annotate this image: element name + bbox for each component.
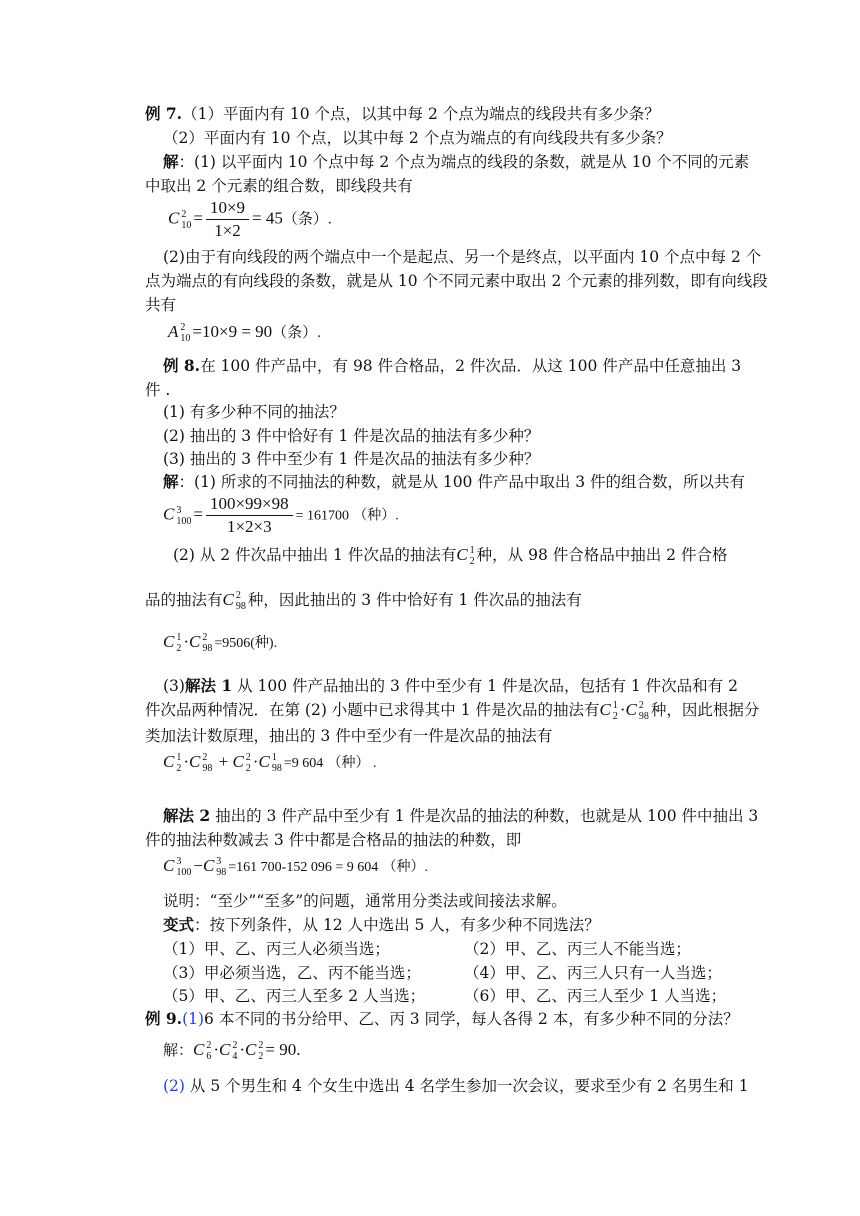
ex7-solution-1-line-1: 解：(1) 以平面内 10 个点中每 2 个点为端点的线段的条数，就是从 10 个不同的元素 <box>163 152 750 171</box>
ex8-solution-3-line-3: 类加法计数原理，抽出的 3 件中至少有一件是次品的抽法有 <box>145 727 553 745</box>
ex8-solution-3-line-1: (3)解法 1 从 100 件产品抽出的 3 件中至少有 1 件是次品，包括有 1 件次品和有 2 <box>163 676 738 695</box>
variant-row-3 <box>163 986 727 1006</box>
ex8-note: 说明：“至少”“至多”的问题，通常用分类法或间接法求解。 <box>163 892 567 910</box>
variant-item: （4）甲、乙、丙三人只有一人当选； <box>464 964 722 982</box>
ex8-formula-at-least-one: C 1 2 ·C 2 98 + C 2 2 ·C 1 98 =9 604 （种） . <box>163 752 377 775</box>
ex8-solution-2-line-1: (2) 从 2 件次品中抽出 1 件次品的抽法有C 1 2 种，从 98 件合格品中抽出 2 件合格 <box>173 545 728 567</box>
ex7-formula-permutation: A 2 10 =10×9 = 90（条）. <box>168 322 321 345</box>
ex8-question-2: (2) 抽出的 3 件中恰好有 1 件是次品的抽法有多少种？ <box>163 427 540 445</box>
variant-item: （6）甲、乙、丙三人至少 1 人当选； <box>464 987 727 1005</box>
ex9-problem-2: (2) 从 5 个男生和 4 个女生中选出 4 名学生参加一次会议，要求至少有 2 名男生和 1 <box>163 1077 749 1095</box>
ex8-formula-exactly-one: C 1 2 ·C 2 98 =9506(种). <box>163 632 278 655</box>
ex7-formula-combination: C 2 10 = $\frac{10\times 9}{1\times 2}$ = 45（条）. <box>168 198 332 240</box>
variant-row-2 <box>163 963 722 983</box>
ex8-alt-solution-line-1: 解法 2 抽出的 3 件产品中至少有 1 件是次品的抽法的种数，也就是从 100 件中抽出 3 <box>163 806 759 825</box>
ex7-question-2: （2）平面内有 10 个点，以其中每 2 个点为端点的有向线段共有多少条？ <box>163 129 672 147</box>
ex8-question-1: (1) 有多少种不同的抽法？ <box>163 403 345 421</box>
ex8-formula-indirect: C 3 100 −C 3 98 =161 700-152 096 = 9 604 （种）. <box>163 856 428 879</box>
ex8-solution-3-line-2: 件次品两种情况．在第 (2) 小题中已求得其中 1 件是次品的抽法有C 1 2 ·C 2 98 种，因此根据分 <box>145 700 760 722</box>
ex9-solution-1: 解：C 2 6 ·C 2 4 ·C 2 2 = 90. <box>163 1040 301 1063</box>
variant-item: （3）甲必须当选，乙、丙不能当选； <box>163 964 421 982</box>
ex8-intro-line-2: 件 . <box>145 381 171 399</box>
ex7-solution-2-line-3: 共有 <box>145 296 177 314</box>
ex9-label: 例 9. <box>145 1009 183 1028</box>
ex7-solution-2-line-2: 点为端点的有向线段的条数，就是从 10 个不同元素中取出 2 个元素的排列数，即有向线段 <box>145 272 768 290</box>
variant-heading: 变式：按下列条件，从 12 人中选出 5 人，有多少种不同选法？ <box>163 915 600 934</box>
ex8-question-3: (3) 抽出的 3 件中至少有 1 件是次品的抽法有多少种？ <box>163 450 540 468</box>
ex9-problem-1: 例 9.(1)6 本不同的书分给甲、乙、丙 3 同学，每人各得 2 本，有多少种不同的分法？ <box>145 1009 739 1028</box>
ex8-label: 例 8. <box>163 356 201 375</box>
ex7-solution-1-line-2: 中取出 2 个元素的组合数，即线段共有 <box>145 177 413 195</box>
variant-item: （5）甲、乙、丙三人至多 2 人当选； <box>163 987 426 1005</box>
ex8-solution-1: 解：(1) 所求的不同抽法的种数，就是从 100 件产品中取出 3 件的组合数，所以共有 <box>163 472 746 491</box>
ex7-label: 例 7. <box>145 104 183 123</box>
ex7-solution-2-line-1: (2)由于有向线段的两个端点中一个是起点、另一个是终点，以平面内 10 个点中每 2 个 <box>163 248 762 266</box>
ex8-solution-2-line-2: 品的抽法有C 2 98 种，因此抽出的 3 件中恰好有 1 件次品的抽法有 <box>145 590 582 612</box>
variant-row-1 <box>163 939 691 959</box>
ex8-intro-line-1: 例 8.在 100 件产品中，有 98 件合格品，2 件次品．从这 100 件产品中任意抽出 3 <box>163 356 742 375</box>
ex8-alt-solution-line-2: 件的抽法种数减去 3 件中都是合格品的抽法的种数，即 <box>145 831 522 849</box>
variant-item: （2）甲、乙、丙三人不能当选； <box>464 940 691 958</box>
ex8-formula-combination: C 3 100 = $\frac{100\times 99\times 98}{1\times 2\times 3}$ = 161700 （种）. <box>163 494 399 536</box>
ex7-question-1: 例 7.（1）平面内有 10 个点，以其中每 2 个点为端点的线段共有多少条？ <box>145 104 660 123</box>
variant-item: （1）甲、乙、丙三人必须当选； <box>163 940 390 958</box>
